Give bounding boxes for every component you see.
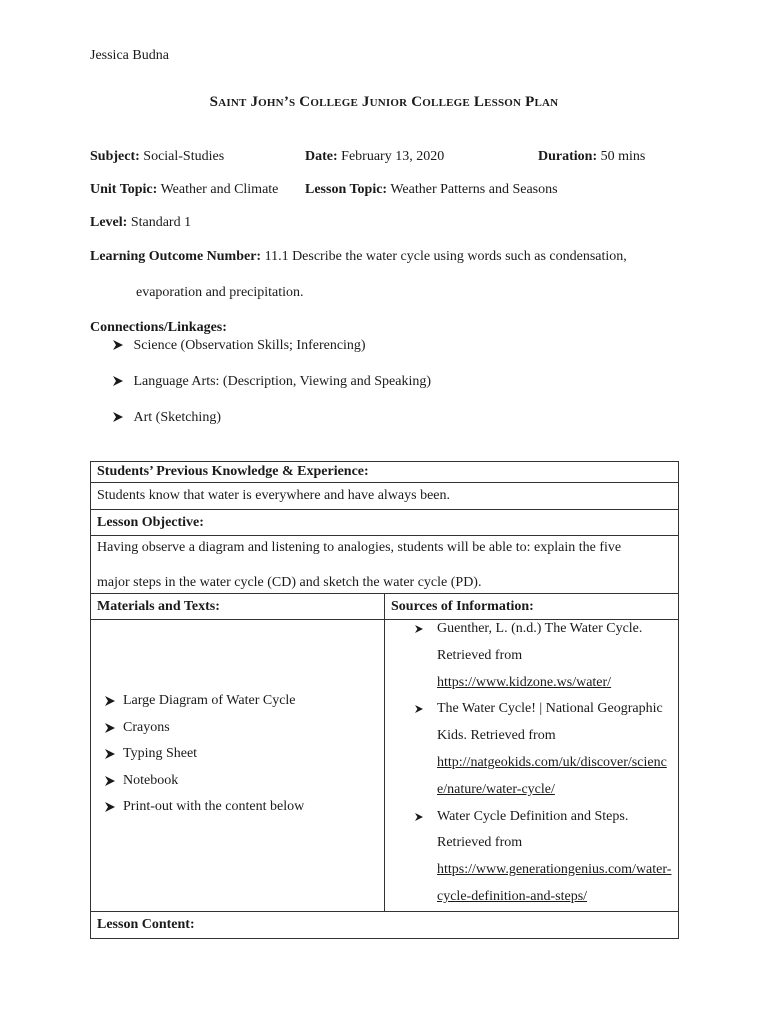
subject-field — [90, 148, 224, 166]
connection-item-label: Art (Sketching) — [133, 410, 221, 425]
sources-header: Sources of Information: — [385, 594, 679, 620]
arrow-bullet-icon — [113, 376, 123, 386]
materials-list — [97, 688, 378, 821]
level-value: Standard 1 — [130, 215, 192, 230]
list-item — [97, 794, 378, 821]
arrow-bullet-icon — [415, 813, 423, 821]
source-link[interactable]: https://www.kidzone.ws/water/ — [437, 674, 612, 690]
list-item — [391, 696, 674, 803]
connection-item-label: Language Arts: (Description, Viewing and Speaking) — [133, 374, 431, 389]
connection-item-label: Science (Observation Skills; Inferencing) — [133, 338, 366, 353]
date-value: February 13, 2020 — [341, 149, 445, 164]
source-text: Guenther, L. (n.d.) The Water Cycle. Retrieved from — [437, 621, 643, 663]
lesson-topic-value: Weather Patterns and Seasons — [390, 182, 558, 197]
lesson-topic-field — [305, 181, 558, 199]
connections-heading: Connections/Linkages: — [90, 320, 227, 335]
objective-line1: Having observe a diagram and listening to analogies, students will be able to: explain the five — [97, 540, 622, 555]
materials-cell — [91, 620, 385, 912]
connection-item — [113, 337, 366, 355]
learning-outcome-field — [90, 248, 627, 266]
materials-header: Materials and Texts: — [91, 594, 385, 620]
source-link[interactable]: http://natgeokids.com/uk/discover/science/nature/water-cycle/ — [437, 754, 667, 797]
list-item — [97, 741, 378, 768]
list-item — [391, 804, 674, 911]
lesson-topic-label: Lesson Topic: — [305, 182, 388, 197]
learning-outcome-line1: 11.1 Describe the water cycle using words such as condensation, — [264, 249, 627, 264]
source-text: Water Cycle Definition and Steps. Retrieved from — [437, 808, 629, 851]
lesson-content-header: Lesson Content: — [91, 911, 679, 938]
level-field — [90, 214, 191, 232]
source-link[interactable]: https://www.generationgenius.com/water-cycle-definition-and-steps/ — [437, 862, 672, 904]
subject-label: Subject: — [90, 149, 140, 164]
connection-item — [113, 373, 431, 391]
date-label: Date: — [305, 149, 338, 164]
learning-outcome-line2: evaporation and precipitation. — [136, 285, 304, 300]
arrow-bullet-icon — [415, 625, 423, 633]
document-title: Saint John’s College Junior College Lesson Plan — [209, 94, 559, 110]
arrow-bullet-icon — [105, 749, 115, 759]
unit-topic-label: Unit Topic: — [90, 182, 158, 197]
list-item — [97, 768, 378, 795]
date-field — [305, 148, 444, 166]
arrow-bullet-icon — [105, 802, 115, 812]
source-text: The Water Cycle! | National Geographic Kids. Retrieved from — [437, 701, 663, 744]
material-label: Crayons — [123, 719, 170, 735]
list-item — [97, 715, 378, 742]
material-label: Typing Sheet — [123, 746, 198, 762]
objective-text — [91, 536, 679, 594]
objective-header: Lesson Objective: — [91, 510, 679, 536]
prev-knowledge-text: Students know that water is everywhere and have always been. — [91, 483, 679, 510]
arrow-bullet-icon — [113, 340, 123, 350]
learning-outcome-label: Learning Outcome Number: — [90, 249, 262, 264]
duration-label: Duration: — [538, 149, 598, 164]
arrow-bullet-icon — [105, 776, 115, 786]
lesson-plan-table — [90, 461, 679, 939]
connection-item — [113, 409, 221, 427]
unit-topic-value: Weather and Climate — [160, 182, 279, 197]
author-name: Jessica Budna — [90, 48, 169, 63]
sources-list — [391, 616, 674, 911]
prev-knowledge-header: Students’ Previous Knowledge & Experience: — [91, 462, 679, 483]
level-label: Level: — [90, 215, 128, 230]
arrow-bullet-icon — [113, 412, 123, 422]
objective-line2: major steps in the water cycle (CD) and sketch the water cycle (PD). — [97, 575, 482, 590]
arrow-bullet-icon — [415, 705, 423, 713]
duration-value: 50 mins — [600, 149, 646, 164]
arrow-bullet-icon — [105, 696, 115, 706]
material-label: Notebook — [123, 772, 179, 788]
subject-value: Social-Studies — [143, 149, 225, 164]
arrow-bullet-icon — [105, 723, 115, 733]
list-item — [97, 688, 378, 715]
unit-topic-field — [90, 181, 278, 199]
sources-cell — [385, 620, 679, 912]
material-label: Print-out with the content below — [123, 799, 305, 815]
list-item — [391, 616, 674, 696]
material-label: Large Diagram of Water Cycle — [123, 693, 296, 709]
duration-field — [538, 148, 645, 166]
